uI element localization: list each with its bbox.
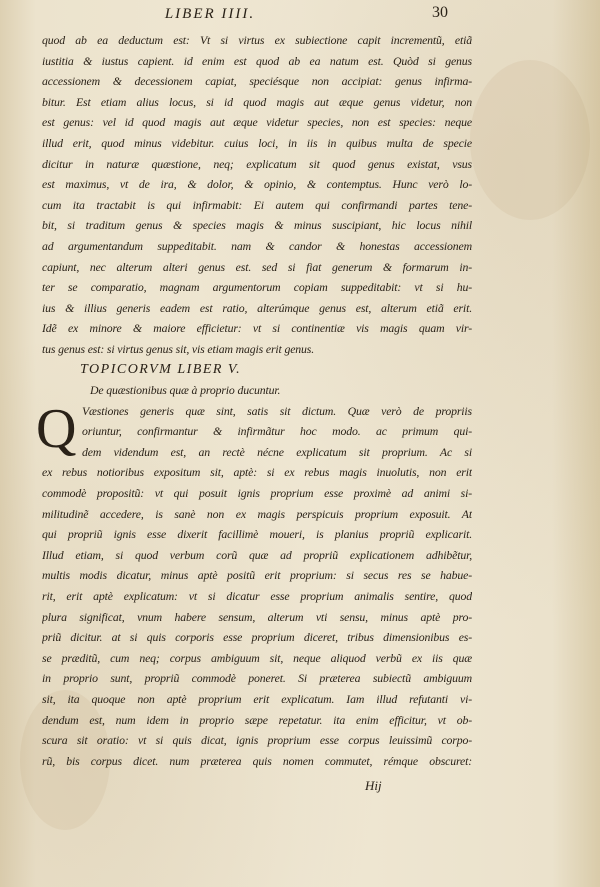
paper-stain	[470, 60, 590, 220]
text-line: Illud etiam, si quod verbum corũ quæ ad propriũ explicationem adhibẽtur,	[42, 547, 472, 562]
text-line: illud erit, quod minus videbitur. cuius loci, in iis in quibus multa de specie	[42, 135, 472, 150]
text-line: se præditũ, cum neq; corpus ambiguum sit, neque aliquod verbũ ex iis quæ	[42, 650, 472, 665]
text-line: Idẽ ex minore & maiore efficietur: vt si continentiæ vis magis quam vir-	[42, 321, 472, 336]
running-head: LIBER IIII.	[164, 6, 256, 22]
text-line: accessionem & decessionem capiat, speciésque non accipiat: genus infirma-	[42, 74, 472, 89]
text-line: ter se comparatio, magnam argumentorum copiam suppeditabit: vt si hu-	[42, 280, 472, 295]
section-heading: De quæstionibus quæ à proprio ducuntur.	[90, 383, 281, 398]
text-line: commodè propositũ: vt qui posuit ignis proprium esse proximè ad animi si-	[42, 486, 472, 501]
text-line: plura significat, vnum habere sensum, alterum vti sensu, minus aptè pro-	[42, 609, 472, 624]
page-header	[0, 4, 600, 30]
text-line: bitur. Est etiam alius locus, si id quod magis aut æque genus videtur, non	[42, 94, 472, 109]
text-line: militudinẽ accedere, is sanè non ex magis perspicuis proprium exposuit. At	[42, 506, 472, 521]
text-line: ius & illius generis eadem est ratio, alterúmque genus est, alterum etiã erit.	[42, 300, 472, 315]
text-line: in proprio sunt, propriũ commodè poneret. Si præterea subiectũ ambiguum	[42, 671, 472, 686]
text-line: rũ, bis corpus dicet. num præterea quis nomen commutet, rémque obscuret:	[42, 753, 472, 768]
drop-cap: Q	[36, 397, 77, 460]
text-line: quod ab ea deductum est: Vt si virtus ex subiectione capit incrementũ, etiã	[42, 33, 472, 47]
text-line: bit, si traditum genus & species magis & minus suscipiant, hic locus nihil	[42, 218, 472, 233]
text-line: oriuntur, confirmantur & infirmãtur hoc modo. ac primum qui-	[82, 424, 472, 439]
text-line: Væstiones generis quæ sint, satis sit dictum. Quæ verò de propriis	[82, 403, 472, 418]
catchword: Hij	[365, 778, 382, 793]
text-line: qui propriũ ignis esse dixerit facillimè moueri, is planius propriũ explicarit.	[42, 527, 472, 542]
text-line: est genus: vel id quod magis aut æque videtur species, non est species: neque	[42, 115, 472, 130]
text-line: ex rebus notioribus expositum sit, aptè: si ex rebus magis inuolutis, non erit	[42, 465, 472, 480]
text-line: iustitia & iustus capient. id enim est quod ab ea natum est. Quòd si genus	[42, 53, 472, 68]
initial-paragraph	[36, 397, 472, 463]
text-line: cum ita tractabit is qui infirmabit: Ei autem qui confirmandi partes tene-	[42, 197, 472, 212]
text-line: priũ dicitur. at si quis corporis esse proprium diceret, tribus dimensionibus es-	[42, 630, 472, 645]
page-number: 30	[432, 4, 448, 21]
text-line: tus genus est: si virtus genus sit, vis etiam magis erit genus.	[42, 341, 315, 356]
text-line: sit, ita quoque non aptè proprium erit explicatum. Iam illud refutanti vi-	[42, 692, 472, 706]
text-line: capiunt, nec alterum alteri genus est. sed si fiat generum & formarum in-	[42, 259, 472, 274]
body-text	[36, 30, 472, 771]
text-line: dem videndum est, an rectè nécne explicatum sit proprium. Ac si	[82, 444, 472, 459]
text-line: multis modis dicatur, minus aptè positũ erit proprium: si secus res se habue-	[42, 568, 472, 583]
book-title: TOPICORVM LIBER V.	[80, 361, 242, 377]
text-line: dicitur in naturæ quæstione, neq; explicatum sit quod genus existat, vsus	[42, 156, 472, 171]
text-line: ad argumentandum suppeditabit. nam & candor & honestas accessionem	[42, 238, 472, 253]
text-line: rit, erit aptè explicatum: vt si dicatur esse proprium animalis sentire, quod	[42, 589, 472, 604]
text-line: dendum est, num idem in proprio sæpe repetatur. ita enim efficitur, vt ob-	[42, 712, 472, 727]
text-line: scura sit oratio: vt si quis dicat, ignis proprium esse corpus leuissimũ corpo-	[42, 733, 472, 748]
text-line: est maximus, vt de ira, & dolor, & opinio, & contemptus. Hunc verò lo-	[42, 177, 472, 192]
